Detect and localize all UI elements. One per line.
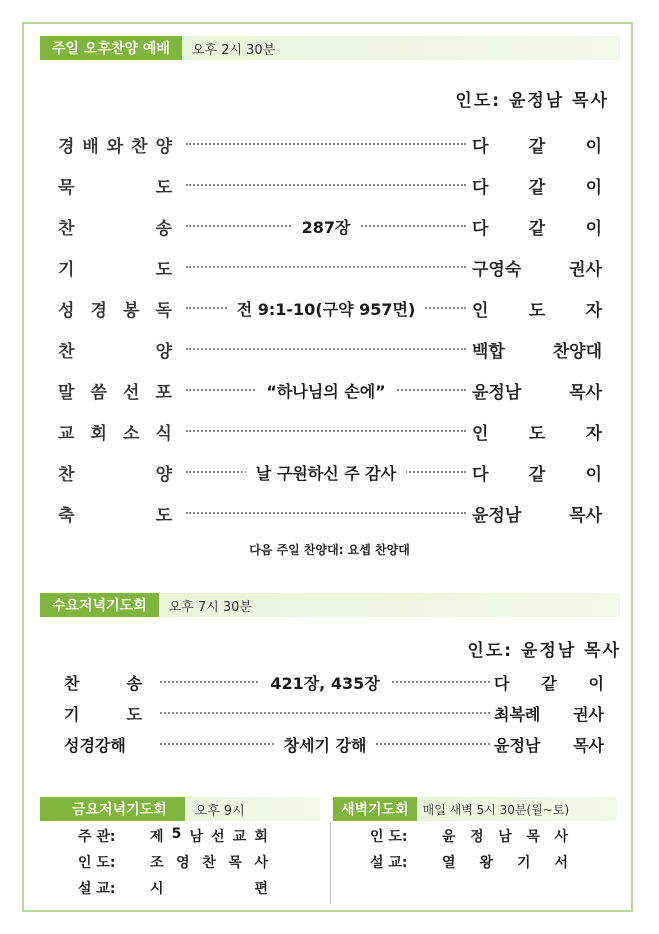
wednesday-item-person-part: 윤정남 — [494, 735, 541, 755]
dawn-value-char: 기 — [516, 855, 531, 871]
dawn-value-char: 왕 — [479, 855, 494, 871]
wednesday-item-label-char: 기 — [64, 704, 80, 724]
order-row — [58, 293, 608, 323]
order-item-person — [472, 170, 602, 200]
dotted-leader — [160, 712, 490, 714]
friday-value — [150, 878, 268, 898]
order-item-person-part: 인 — [472, 300, 489, 321]
friday-value-char: 영 — [176, 855, 190, 871]
order-item-label — [58, 252, 172, 282]
order-item-label-char: 찬 — [58, 218, 75, 239]
wednesday-section-header — [40, 593, 620, 617]
wednesday-row — [64, 699, 610, 727]
friday-value-char: 시 — [150, 881, 164, 897]
wednesday-section-title: 수요저녁기도회 — [40, 593, 159, 617]
wednesday-item-detail — [160, 730, 490, 758]
order-item-label-char: 독 — [155, 300, 172, 321]
friday-label: 인 도: — [78, 855, 116, 871]
friday-value-char: 교 — [232, 829, 247, 845]
dawn-value-char: 서 — [554, 855, 568, 871]
order-item-person — [472, 252, 602, 282]
order-item-person-part: 자 — [585, 423, 602, 444]
wednesday-item-person-part: 같 — [541, 673, 557, 693]
friday-value — [150, 852, 268, 872]
order-item-label-char: 씀 — [90, 382, 107, 403]
order-item-person-part: 이 — [585, 464, 602, 485]
order-item-label — [58, 457, 172, 487]
afternoon-leader: 인도: 윤정남 목사 — [455, 91, 609, 111]
next-choir-note: 다음 주일 찬양대: 요셉 찬양대 — [249, 543, 410, 557]
order-item-person-part: 같 — [528, 136, 546, 157]
order-item-label — [58, 498, 172, 528]
order-item-label-char: 포 — [155, 382, 172, 403]
order-item-person — [472, 334, 602, 364]
wednesday-item-person-part: 다 — [494, 673, 510, 693]
order-item-label-char: 찬 — [58, 341, 75, 362]
order-item-person-part: 찬양대 — [552, 341, 602, 362]
order-row — [58, 252, 608, 282]
order-item-label — [58, 293, 172, 323]
dawn-value-char: 열 — [442, 855, 456, 871]
wednesday-row — [64, 668, 610, 696]
dawn-row — [370, 824, 568, 848]
order-item-person-part: 다 — [472, 177, 489, 198]
order-item-label — [58, 170, 172, 200]
order-item-person-part: 윤정남 — [472, 505, 522, 526]
wednesday-item-label-char: 성경강해 — [64, 735, 126, 755]
dawn-label: 설 교: — [370, 855, 408, 871]
order-row — [58, 334, 608, 364]
wednesday-item-person-part: 목사 — [573, 735, 604, 755]
friday-label: 주 관: — [78, 829, 116, 845]
friday-value-char: 편 — [254, 881, 268, 897]
order-item-label — [58, 211, 172, 241]
dawn-value — [442, 826, 568, 846]
friday-value-char: 조 — [150, 855, 164, 871]
dawn-value-char: 윤 — [442, 829, 456, 845]
dawn-value-char: 사 — [554, 829, 568, 845]
order-item-label-char: 찬 — [58, 464, 75, 485]
wednesday-item-detail-text: 창세기 강해 — [274, 733, 377, 756]
order-item-label-char: 성 — [58, 300, 75, 321]
wednesday-section-time: 오후 7시 30분 — [168, 599, 252, 615]
friday-label: 설 교: — [78, 881, 116, 897]
order-item-label-char: 봉 — [123, 300, 140, 321]
order-item-person-part: 백합 — [472, 341, 505, 362]
order-item-person — [472, 375, 602, 405]
order-item-person-part: 다 — [472, 136, 489, 157]
order-item-person-part: 같 — [528, 218, 546, 239]
order-item-person-part: 같 — [528, 177, 546, 198]
bottom-divider — [330, 822, 331, 904]
order-item-person — [472, 129, 602, 159]
order-item-person — [472, 457, 602, 487]
afternoon-section-header — [40, 36, 620, 60]
order-row — [58, 457, 608, 487]
wednesday-item-person — [494, 699, 604, 727]
dawn-row — [370, 850, 568, 874]
order-item-detail-text: 날 구원하신 주 감사 — [246, 461, 406, 484]
order-item-detail — [186, 293, 466, 323]
order-item-label — [58, 334, 172, 364]
order-item-label-char: 경 — [90, 300, 107, 321]
order-item-person-part: 이 — [585, 136, 602, 157]
order-item-label-char: 양 — [155, 136, 172, 157]
afternoon-section-time: 오후 2시 30분 — [191, 42, 276, 58]
order-item-person — [472, 211, 602, 241]
order-item-person-part: 다 — [472, 218, 489, 239]
order-row — [58, 416, 608, 446]
wednesday-item-detail — [160, 668, 490, 696]
order-item-detail — [186, 375, 466, 405]
order-row — [58, 498, 608, 528]
friday-value-char: 목 — [228, 855, 242, 871]
order-row — [58, 170, 608, 200]
order-item-label-char: 회 — [90, 423, 107, 444]
wednesday-item-label-char: 송 — [126, 673, 142, 693]
order-item-label-char: 도 — [155, 259, 172, 280]
order-item-detail-text: 287장 — [292, 215, 361, 238]
order-item-person — [472, 416, 602, 446]
order-item-label-char: 찬 — [131, 136, 148, 157]
order-item-person-part: 자 — [585, 300, 602, 321]
wednesday-item-person-part: 이 — [588, 673, 604, 693]
order-row — [58, 375, 608, 405]
friday-section-header — [40, 797, 320, 821]
order-item-label-char: 축 — [58, 505, 75, 526]
friday-value-char: 사 — [254, 855, 268, 871]
dotted-leader — [186, 266, 466, 268]
dawn-value — [442, 852, 568, 872]
dotted-leader — [186, 348, 466, 350]
order-item-label-char: 송 — [155, 218, 172, 239]
wednesday-item-detail-text: 421장, 435장 — [260, 671, 389, 694]
order-item-label — [58, 375, 172, 405]
order-item-label-char: 말 — [58, 382, 75, 403]
order-item-label-char: 와 — [106, 136, 124, 157]
order-item-detail-text: “하나님의 손에” — [256, 379, 395, 402]
order-item-label-char: 양 — [155, 341, 172, 362]
wednesday-item-label-char: 도 — [126, 704, 142, 724]
dotted-leader — [186, 184, 466, 186]
dawn-value-char: 남 — [498, 829, 512, 845]
friday-value-char: 회 — [254, 829, 268, 845]
order-item-person-part: 목사 — [569, 382, 602, 403]
friday-value — [150, 826, 268, 846]
afternoon-section-title: 주일 오후찬양 예배 — [40, 36, 182, 60]
wednesday-item-person — [494, 668, 604, 696]
wednesday-item-label-char: 찬 — [64, 673, 80, 693]
order-item-label-char: 기 — [58, 259, 75, 280]
dotted-leader — [186, 512, 466, 514]
friday-value-char: 찬 — [202, 855, 216, 871]
friday-row — [78, 824, 268, 848]
order-item-label-char: 묵 — [58, 177, 75, 198]
dotted-leader — [186, 143, 466, 145]
order-item-label-char: 양 — [155, 464, 172, 485]
dawn-section-time: 매일 새벽 5시 30분(월~토) — [422, 802, 570, 817]
dawn-section-header — [333, 797, 617, 821]
order-item-detail — [186, 211, 466, 241]
order-item-label-char: 도 — [155, 505, 172, 526]
friday-value-char: 남 — [189, 829, 204, 845]
order-row — [58, 129, 608, 159]
wednesday-item-person-part: 권사 — [573, 704, 604, 724]
friday-section-title: 금요저녁기도회 — [40, 797, 185, 821]
order-item-person-part: 구영숙 — [472, 259, 522, 280]
order-item-person-part: 이 — [585, 218, 602, 239]
dawn-value-char: 목 — [526, 829, 540, 845]
order-item-label-char: 도 — [155, 177, 172, 198]
order-item-person-part: 도 — [528, 423, 546, 444]
order-item-label-char: 소 — [123, 423, 140, 444]
wednesday-item-person — [494, 730, 604, 758]
order-item-label — [58, 416, 172, 446]
order-item-person-part: 다 — [472, 464, 489, 485]
order-item-person — [472, 498, 602, 528]
wednesday-leader: 인도: 윤정남 목사 — [467, 641, 621, 661]
friday-value-char: 5 — [171, 826, 182, 842]
order-item-person-part: 인 — [472, 423, 489, 444]
order-item-label-char: 식 — [155, 423, 172, 444]
order-item-label-char: 배 — [82, 136, 99, 157]
dotted-leader — [186, 430, 466, 432]
order-item-label-char: 경 — [58, 136, 75, 157]
wednesday-item-person-part: 최복례 — [494, 704, 541, 724]
order-item-label — [58, 129, 172, 159]
friday-value-char: 제 — [150, 829, 164, 845]
wednesday-item-label — [64, 730, 142, 758]
friday-value-char: 선 — [211, 829, 225, 845]
order-row — [58, 211, 608, 241]
order-item-person-part: 도 — [528, 300, 546, 321]
order-item-person-part: 같 — [528, 464, 546, 485]
dawn-value-char: 정 — [470, 829, 484, 845]
dawn-section-title: 새벽기도회 — [333, 797, 417, 821]
order-item-person-part: 이 — [585, 177, 602, 198]
dawn-label: 인 도: — [370, 829, 408, 845]
order-item-person-part: 목사 — [569, 505, 602, 526]
wednesday-item-label — [64, 699, 142, 727]
order-item-person-part: 권사 — [569, 259, 602, 280]
order-item-person — [472, 293, 602, 323]
wednesday-item-label — [64, 668, 142, 696]
friday-row — [78, 876, 268, 900]
wednesday-row — [64, 730, 610, 758]
order-item-person-part: 윤정남 — [472, 382, 522, 403]
order-item-detail — [186, 457, 466, 487]
friday-row — [78, 850, 268, 874]
order-item-detail-text: 전 9:1-10(구약 957면) — [227, 297, 426, 320]
friday-section-time: 오후 9시 — [194, 803, 245, 819]
order-item-label-char: 교 — [58, 423, 75, 444]
order-item-label-char: 선 — [123, 382, 140, 403]
